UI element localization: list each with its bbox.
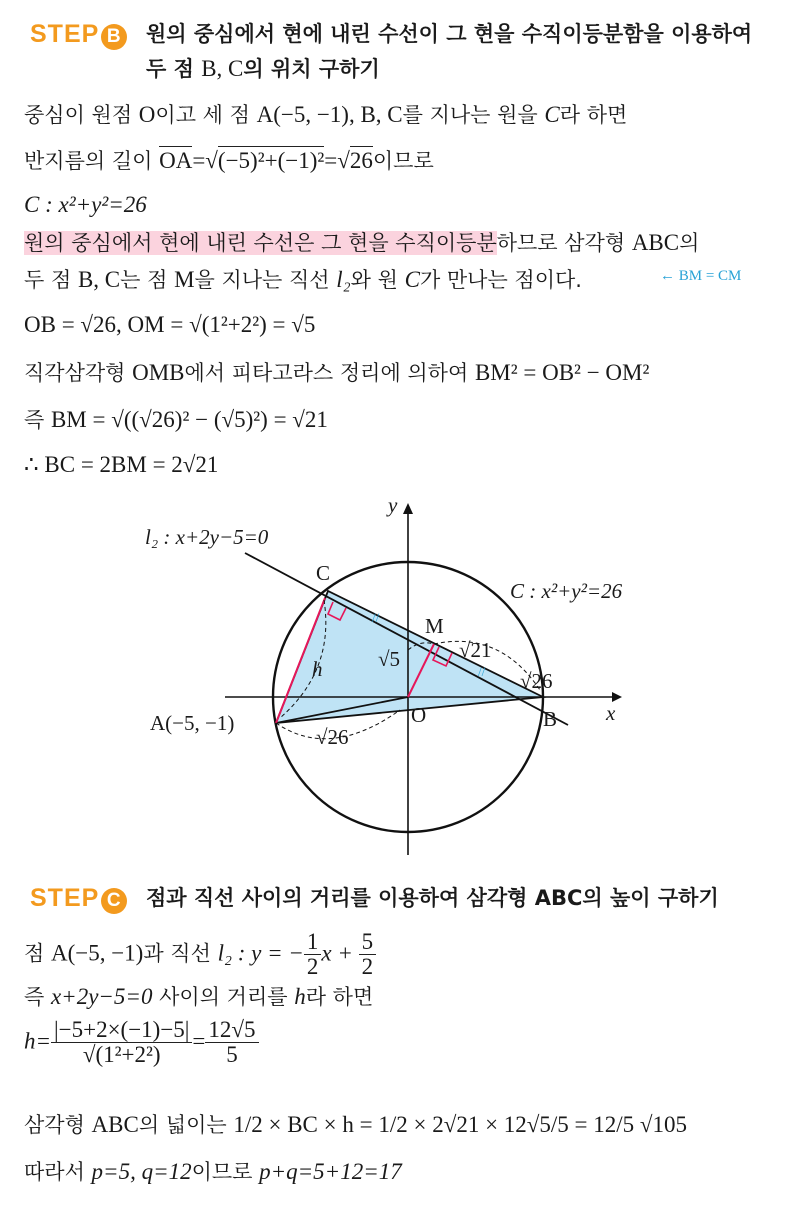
step-c-title: 점과 직선 사이의 거리를 이용하여 삼각형 ABC의 높이 구하기	[146, 886, 719, 910]
t: 가 만나는 점이다.	[419, 268, 582, 292]
t: 즉	[24, 985, 51, 1009]
t: 이므로	[372, 149, 434, 173]
t: 의 넓이는	[138, 1113, 234, 1137]
t: 이고 세 점	[155, 103, 257, 127]
sqrt26-a-label: √26	[316, 725, 349, 749]
t: ABC	[631, 230, 680, 255]
sqrt26-b-label: √26	[520, 669, 553, 693]
t: C	[404, 267, 420, 292]
line-c2	[24, 982, 373, 1012]
t: 라 하면	[305, 985, 374, 1009]
t: h	[294, 984, 306, 1009]
t: O	[138, 102, 156, 127]
fraction	[51, 1018, 192, 1067]
t: 점	[24, 941, 51, 966]
t: =√	[324, 148, 350, 173]
step-b-title-line1: 원의 중심에서 현에 내린 수선이 그 현을 수직이등분함을 이용하여	[146, 22, 753, 46]
step-badge: C	[101, 888, 127, 914]
t: 따라서	[24, 1160, 92, 1184]
t: 26	[349, 148, 373, 173]
t: p=5, q=12	[91, 1159, 192, 1184]
t: OMB	[132, 360, 185, 385]
t: p+q=5+12=17	[259, 1159, 402, 1184]
sqrt5-label: √5	[378, 647, 401, 671]
step-c-label	[30, 884, 127, 914]
t: 직각삼각형	[24, 361, 133, 385]
t: 1/2 × BC × h = 1/2 × 2√21 × 12√5/5 = 12/5 √105	[233, 1112, 688, 1137]
t: x +	[321, 940, 359, 966]
fraction	[205, 1018, 258, 1067]
x-label: x	[606, 701, 616, 725]
fraction	[304, 930, 322, 979]
t: 과 직선	[143, 941, 218, 966]
t: (−5)²+(−1)²	[217, 148, 325, 173]
circle-label: C : x²+y²=26	[510, 579, 623, 603]
t: 중심이 원점	[24, 103, 139, 127]
point-c-label: C	[316, 561, 331, 585]
sqrt21-label: √21	[459, 638, 492, 662]
t: 와 원	[350, 268, 405, 292]
t: 을 지나는 직선	[194, 268, 337, 292]
line-c5	[24, 1157, 402, 1187]
t: 5	[359, 930, 377, 955]
tick-mark: //	[478, 664, 486, 679]
t: 하므로 삼각형	[496, 231, 632, 255]
side-note: ← BM = CM	[660, 268, 742, 284]
line-c3	[24, 1018, 259, 1067]
t: 는 점	[120, 268, 175, 292]
point-a-label: A(−5, −1)	[150, 711, 235, 735]
tick-mark: //	[372, 610, 380, 625]
step-text: STEP	[30, 20, 100, 48]
t: 에서 피타고라스 정리에 의하여	[184, 361, 475, 385]
t: 의	[679, 231, 700, 255]
step-text: STEP	[30, 884, 100, 912]
line-label: l₂ : x+2y−5=0	[145, 525, 269, 549]
t: OA	[159, 148, 193, 173]
point-m-label: M	[425, 614, 444, 638]
line-9: ∴ BC = 2BM = 2√21	[24, 452, 219, 477]
y-label: y	[388, 493, 398, 517]
t: A(−5, −1)	[50, 940, 144, 966]
t: 를 지나는 원을	[402, 103, 545, 127]
t: =√	[192, 148, 218, 173]
fraction	[359, 930, 377, 979]
line-3: C : x²+y²=26	[24, 192, 147, 217]
t: l₂	[336, 267, 351, 292]
line-c1	[24, 930, 376, 979]
t: 라 하면	[559, 103, 628, 127]
t: x+2y−5=0	[50, 984, 153, 1009]
point-b-label: B	[543, 707, 558, 731]
t: C	[544, 102, 560, 127]
t: ABC	[91, 1112, 139, 1137]
t: 5	[226, 1042, 238, 1067]
t: 두 점	[24, 268, 78, 292]
t: M	[174, 267, 195, 292]
t: 2	[361, 954, 374, 979]
origin-label: O	[411, 703, 427, 727]
t: 두 점	[146, 57, 202, 81]
t: h=	[24, 1028, 52, 1054]
h-label: h	[312, 657, 323, 681]
line-c4	[24, 1110, 687, 1140]
t: 12√5	[205, 1018, 258, 1043]
t: BM = √((√26)² − (√5)²) = √21	[50, 407, 328, 432]
t: B, C	[77, 267, 121, 292]
t: B, C	[201, 56, 244, 81]
t: l₂ : y = −	[217, 940, 304, 966]
t: 반지름의 길이	[24, 149, 160, 173]
t: 삼각형	[24, 1113, 92, 1137]
t: 의 위치 구하기	[243, 57, 380, 81]
t: 2	[306, 954, 319, 979]
highlight-text: 원의 중심에서 현에 내린 수선은 그 현을 수직이등분	[24, 231, 497, 255]
t: BM² = OB² − OM²	[474, 360, 650, 385]
t: 이므로	[191, 1160, 260, 1184]
t: |−5+2×(−1)−5|	[51, 1018, 192, 1043]
y-arrow-icon	[403, 503, 413, 514]
t: 1	[304, 930, 322, 955]
t: √(1²+2²)	[82, 1042, 161, 1067]
t: =	[192, 1028, 206, 1054]
t: A(−5, −1), B, C	[256, 102, 403, 127]
step-badge: B	[101, 24, 127, 50]
t: 사이의 거리를	[152, 985, 295, 1009]
line-6: OB = √26, OM = √(1²+2²) = √5	[24, 312, 316, 337]
t: 즉	[24, 408, 51, 432]
